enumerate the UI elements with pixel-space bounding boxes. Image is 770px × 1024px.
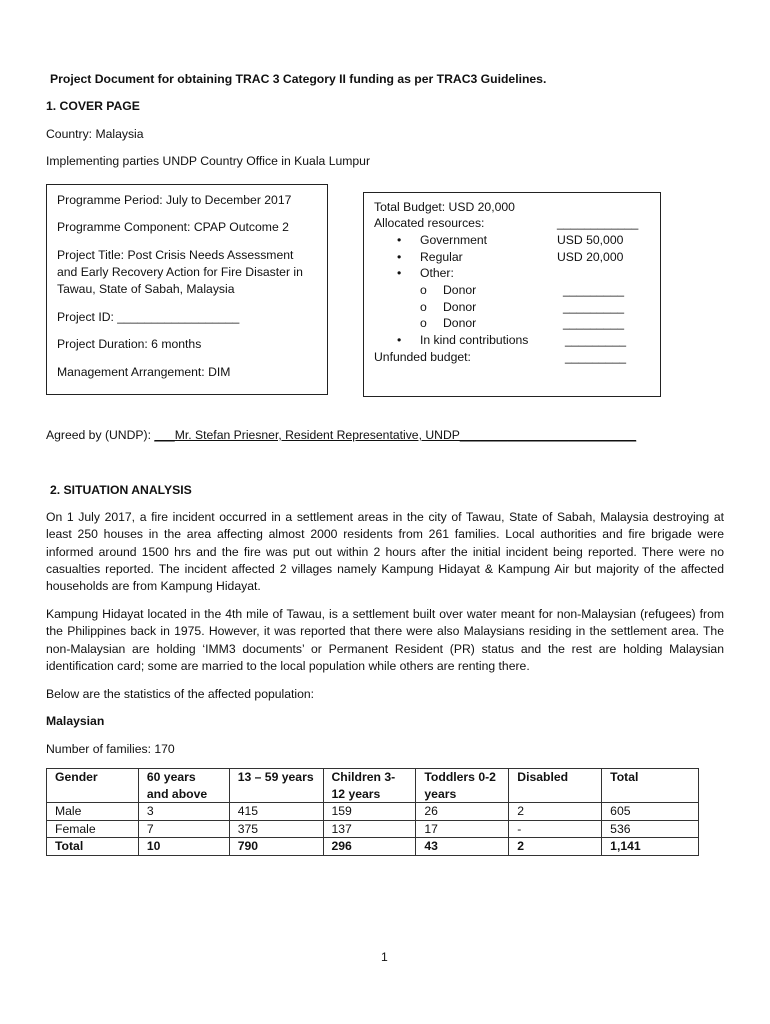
total-budget: Total Budget: USD 20,000	[374, 200, 515, 214]
circle-bullet-icon: o	[420, 316, 427, 330]
document-title: Project Document for obtaining TRAC 3 Category II funding as per TRAC3 Guidelines.	[50, 72, 547, 86]
malaysian-heading: Malaysian	[46, 714, 105, 728]
unfunded-blank: _________	[565, 350, 627, 364]
statistics-intro: Below are the statistics of the affected population:	[46, 687, 315, 701]
agreed-by-label: Agreed by (UNDP):	[46, 428, 155, 442]
donor-label: Donor	[443, 283, 477, 297]
regular-value: USD 20,000	[557, 250, 624, 264]
programme-period: Programme Period: July to December 2017	[57, 193, 292, 207]
table-cell: 10	[138, 838, 229, 856]
programme-info-box	[46, 184, 328, 395]
table-row	[47, 820, 699, 838]
table-header-cell: Toddlers 0-2 years	[416, 769, 509, 803]
table-row	[47, 803, 699, 821]
implementing-parties-line: Implementing parties UNDP Country Office in Kuala Lumpur	[46, 154, 371, 168]
table-cell: 159	[323, 803, 416, 821]
inkind-label: In kind contributions	[420, 333, 529, 347]
table-cell: -	[509, 820, 602, 838]
table-cell: 536	[602, 820, 699, 838]
project-id: Project ID: __________________	[57, 310, 240, 324]
situation-paragraph-1: On 1 July 2017, a fire incident occurred in a settlement areas in the city of Tawau, State of Sabah, Malaysia destroying at least 250 houses in the area affecting almost 2000 residents from 261 families. Local authorities and fire brigade were informed around 1500 hrs and the fire was put out within 2 hours after the initial incident being reported. There were no casualties reported. The incident affected 2 villages namely Kampung Hidayat & Kampung Air but majority of the affected households are from Kampung Hidayat.	[46, 510, 724, 594]
table-cell: Male	[47, 803, 139, 821]
circle-bullet-icon: o	[420, 300, 427, 314]
table-cell: 7	[138, 820, 229, 838]
agreed-by-value: ___Mr. Stefan Priesner, Resident Representative, UNDP__________________________	[154, 428, 637, 442]
bullet-icon: •	[397, 266, 402, 280]
table-cell: 26	[416, 803, 509, 821]
donor-label: Donor	[443, 300, 477, 314]
section-heading-cover-page: 1. COVER PAGE	[46, 99, 140, 113]
programme-component: Programme Component: CPAP Outcome 2	[57, 220, 289, 234]
unfunded-budget: Unfunded budget:	[374, 350, 471, 364]
bullet-icon: •	[397, 233, 402, 247]
project-title-line-1: Project Title: Post Crisis Needs Assessment	[57, 248, 294, 262]
table-cell: 43	[416, 838, 509, 856]
table-cell: 790	[229, 838, 323, 856]
table-header-cell: Children 3-12 years	[323, 769, 416, 803]
allocated-blank: ____________	[557, 216, 639, 230]
table-cell: 375	[229, 820, 323, 838]
situation-paragraph-2: Kampung Hidayat located in the 4th mile of Tawau, is a settlement built over water meant for non-Malaysian (refugees) from the Philippines back in 1975. However, it was reported that there were also Malaysians residing in the settlement area. The non-Malaysian are holding ‘IMM3 documents’ or Permanent Resident (PR) status and the rest are holding Malaysian identification card; some are married to the local population while others are renting there.	[46, 607, 724, 673]
table-cell: 2	[509, 838, 602, 856]
inkind-blank: _________	[565, 333, 627, 347]
table-header-row	[47, 769, 699, 803]
table-cell: 415	[229, 803, 323, 821]
table-total-row	[47, 838, 699, 856]
project-duration: Project Duration: 6 months	[57, 337, 202, 351]
table-header-cell: 13 – 59 years	[229, 769, 323, 803]
table-header-cell: Disabled	[509, 769, 602, 803]
table-cell: 2	[509, 803, 602, 821]
project-title-line-3: Tawau, State of Sabah, Malaysia	[57, 282, 235, 296]
donor-blank: _________	[563, 300, 625, 314]
statistics-table	[46, 768, 699, 856]
government-label: Government	[420, 233, 488, 247]
donor-blank: _________	[563, 316, 625, 330]
country-line: Country: Malaysia	[46, 127, 144, 141]
donor-blank: _________	[563, 283, 625, 297]
agreed-by-line	[46, 428, 636, 442]
table-cell: 296	[323, 838, 416, 856]
table-cell: Total	[47, 838, 139, 856]
table-cell: 1,141	[602, 838, 699, 856]
other-label: Other:	[420, 266, 454, 280]
circle-bullet-icon: o	[420, 283, 427, 297]
table-cell: Female	[47, 820, 139, 838]
project-title-line-2: and Early Recovery Action for Fire Disaster in	[57, 265, 303, 279]
number-of-families: Number of families: 170	[46, 742, 175, 756]
table-cell: 137	[323, 820, 416, 838]
section-heading-situation-analysis: 2. SITUATION ANALYSIS	[50, 483, 192, 497]
table-cell: 605	[602, 803, 699, 821]
government-value: USD 50,000	[557, 233, 624, 247]
allocated-resources: Allocated resources:	[374, 216, 485, 230]
bullet-icon: •	[397, 250, 402, 264]
regular-label: Regular	[420, 250, 463, 264]
table-header-cell: 60 years and above	[138, 769, 229, 803]
table-cell: 17	[416, 820, 509, 838]
donor-label: Donor	[443, 316, 477, 330]
table-cell: 3	[138, 803, 229, 821]
table-header-cell: Gender	[47, 769, 139, 803]
budget-box	[363, 192, 661, 397]
bullet-icon: •	[397, 333, 402, 347]
page-number: 1	[381, 950, 388, 964]
management-arrangement: Management Arrangement: DIM	[57, 365, 231, 379]
table-header-cell: Total	[602, 769, 699, 803]
